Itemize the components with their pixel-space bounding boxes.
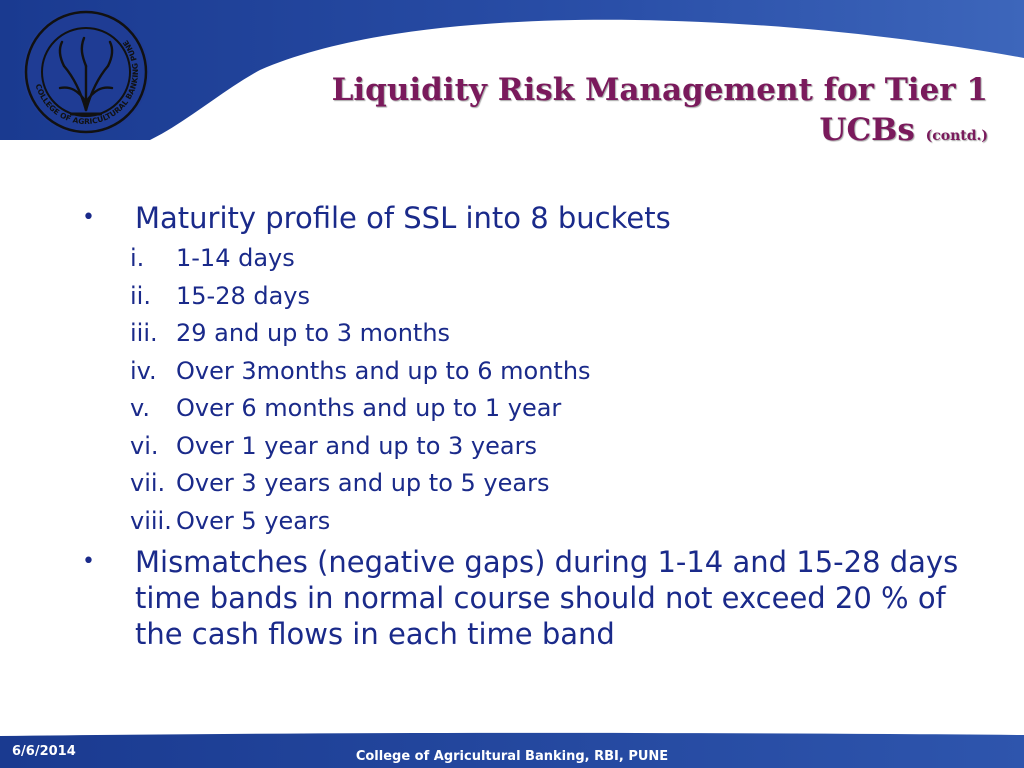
title-suffix: (contd.) <box>925 128 988 144</box>
bucket-number: iii. <box>130 319 158 347</box>
bucket-item <box>80 353 1000 391</box>
slide-content <box>80 200 1000 652</box>
bucket-text: 1-14 days <box>176 244 295 272</box>
bucket-item <box>80 315 1000 353</box>
bucket-item <box>80 240 1000 278</box>
bullet-2-text: Mismatches (negative gaps) during 1-14 and 15-28 days time bands in normal course should not exceed 20 % of the cash flows in each time band <box>135 545 959 651</box>
title-line-2-text: UCBs <box>819 112 915 148</box>
bullet-item-1 <box>80 200 1000 236</box>
bucket-text: Over 3months and up to 6 months <box>176 356 591 385</box>
title-line-2 <box>288 110 988 156</box>
footer-text: College of Agricultural Banking, RBI, PUNE <box>355 749 669 764</box>
bullet-dot: • <box>82 549 95 574</box>
logo-text: COLLEGE OF AGRICULTURAL BANKING PUNE <box>33 38 141 127</box>
bucket-text: Over 3 years and up to 5 years <box>176 469 550 497</box>
bucket-text: Over 1 year and up to 3 years <box>176 431 537 460</box>
bucket-item <box>80 390 1000 428</box>
bucket-number: vii. <box>130 469 166 497</box>
bucket-text: Over 5 years <box>176 506 331 535</box>
bullet-dot: • <box>82 205 95 230</box>
bullet-item-2 <box>80 544 1000 652</box>
bucket-text: Over 6 months and up to 1 year <box>176 394 562 422</box>
bucket-number: vi. <box>130 431 159 460</box>
bucket-item <box>80 428 1000 466</box>
slide-title <box>288 70 988 156</box>
bucket-number: iv. <box>130 356 157 385</box>
footer-date: 6/6/2014 <box>12 744 76 759</box>
bullet-1-text: Maturity profile of SSL into 8 buckets <box>135 201 671 235</box>
bucket-number: v. <box>130 394 150 422</box>
title-line-1: Liquidity Risk Management for Tier 1 <box>331 72 988 108</box>
college-logo-seal <box>20 6 152 138</box>
bucket-text: 29 and up to 3 months <box>176 319 451 347</box>
bucket-list <box>80 240 1000 540</box>
bucket-number: viii. <box>130 506 172 535</box>
bucket-item <box>80 503 1000 541</box>
bucket-item <box>80 278 1000 316</box>
bucket-number: ii. <box>130 281 151 310</box>
bucket-text: 15-28 days <box>176 281 311 310</box>
bucket-item <box>80 465 1000 503</box>
bucket-number: i. <box>130 244 145 272</box>
